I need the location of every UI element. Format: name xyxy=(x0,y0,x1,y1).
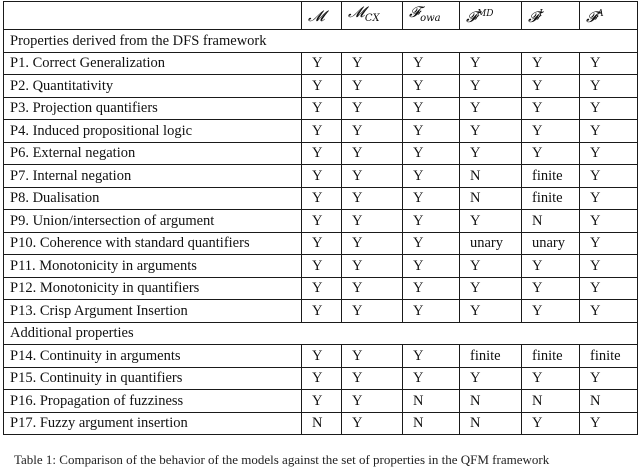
table-row xyxy=(4,232,638,255)
table-row xyxy=(4,142,638,165)
property-value-cell: unary xyxy=(522,232,580,255)
table-row xyxy=(4,277,638,300)
property-value-cell: Y xyxy=(522,255,580,278)
property-value-cell: Y xyxy=(580,232,638,255)
table-row xyxy=(4,187,638,210)
property-value-cell: Y xyxy=(302,255,342,278)
property-value-cell: Y xyxy=(460,97,522,120)
property-value-cell: Y xyxy=(342,300,403,323)
column-header-fa: 𝓕$^A$ xyxy=(580,2,638,30)
property-value-cell: Y xyxy=(580,165,638,188)
property-value-cell: N xyxy=(460,187,522,210)
property-value-cell: Y xyxy=(302,165,342,188)
property-label: P17. Fuzzy argument insertion xyxy=(4,412,302,435)
property-value-cell: Y xyxy=(302,367,342,390)
property-value-cell: Y xyxy=(522,75,580,98)
property-value-cell: Y xyxy=(580,187,638,210)
property-value-cell: Y xyxy=(522,300,580,323)
property-value-cell: Y xyxy=(460,120,522,143)
property-value-cell: Y xyxy=(342,187,403,210)
property-value-cell: Y xyxy=(403,52,460,75)
property-value-cell: Y xyxy=(302,210,342,233)
property-value-cell: Y xyxy=(342,120,403,143)
header-corner xyxy=(4,2,302,30)
table-row xyxy=(4,300,638,323)
table-caption: Table 1: Comparison of the behavior of the models against the set of properties in the QFM framework xyxy=(14,452,550,467)
property-value-cell: Y xyxy=(302,232,342,255)
property-value-cell: Y xyxy=(580,75,638,98)
property-value-cell: N xyxy=(522,210,580,233)
table-row xyxy=(4,97,638,120)
property-value-cell: Y xyxy=(403,142,460,165)
property-value-cell: Y xyxy=(580,142,638,165)
property-value-cell: Y xyxy=(522,142,580,165)
property-value-cell: Y xyxy=(522,97,580,120)
property-value-cell: N xyxy=(580,390,638,413)
property-value-cell: Y xyxy=(342,390,403,413)
property-value-cell: Y xyxy=(403,345,460,368)
property-value-cell: Y xyxy=(403,75,460,98)
property-value-cell: Y xyxy=(580,412,638,435)
table-row xyxy=(4,367,638,390)
property-label: P13. Crisp Argument Insertion xyxy=(4,300,302,323)
property-value-cell: N xyxy=(302,412,342,435)
property-value-cell: finite xyxy=(522,345,580,368)
column-header-fmd: 𝓕$^{MD}$ xyxy=(460,2,522,30)
property-value-cell: finite xyxy=(522,165,580,188)
property-value-cell: Y xyxy=(580,367,638,390)
property-label: P12. Monotonicity in quantifiers xyxy=(4,277,302,300)
table-row xyxy=(4,165,638,188)
property-value-cell: Y xyxy=(302,97,342,120)
property-value-cell: Y xyxy=(342,367,403,390)
property-value-cell: N xyxy=(460,412,522,435)
section-title: Properties derived from the DFS framework xyxy=(4,30,638,53)
header-row xyxy=(4,2,638,30)
table-row xyxy=(4,345,638,368)
property-value-cell: Y xyxy=(580,300,638,323)
property-value-cell: Y xyxy=(403,255,460,278)
property-label: P16. Propagation of fuzziness xyxy=(4,390,302,413)
property-value-cell: finite xyxy=(460,345,522,368)
property-value-cell: Y xyxy=(580,52,638,75)
property-value-cell: Y xyxy=(302,120,342,143)
property-value-cell: Y xyxy=(460,142,522,165)
property-label: P14. Continuity in arguments xyxy=(4,345,302,368)
column-header-fowa: 𝓕$_{owa}$ xyxy=(403,2,460,30)
property-value-cell: Y xyxy=(580,277,638,300)
property-value-cell: N xyxy=(522,390,580,413)
property-value-cell: Y xyxy=(522,412,580,435)
column-header-mcx: 𝓜$_{CX}$ xyxy=(342,2,403,30)
table-row xyxy=(4,412,638,435)
property-value-cell: Y xyxy=(342,165,403,188)
property-value-cell: Y xyxy=(342,210,403,233)
section-title: Additional properties xyxy=(4,322,638,345)
property-value-cell: Y xyxy=(342,412,403,435)
property-value-cell: Y xyxy=(403,210,460,233)
property-value-cell: N xyxy=(460,165,522,188)
property-label: P1. Correct Generalization xyxy=(4,52,302,75)
property-value-cell: Y xyxy=(403,165,460,188)
property-value-cell: Y xyxy=(522,120,580,143)
property-value-cell: Y xyxy=(302,390,342,413)
property-label: P9. Union/intersection of argument xyxy=(4,210,302,233)
property-value-cell: Y xyxy=(403,120,460,143)
property-value-cell: Y xyxy=(302,142,342,165)
property-label: P6. External negation xyxy=(4,142,302,165)
property-value-cell: Y xyxy=(342,75,403,98)
property-value-cell: Y xyxy=(302,75,342,98)
section-header-row xyxy=(4,322,638,345)
property-value-cell: Y xyxy=(460,52,522,75)
column-header-m: 𝓜 xyxy=(302,2,342,30)
property-value-cell: N xyxy=(403,412,460,435)
property-value-cell: N xyxy=(403,390,460,413)
property-value-cell: Y xyxy=(342,142,403,165)
column-header-fi: 𝓕$^I$ xyxy=(522,2,580,30)
property-value-cell: Y xyxy=(460,75,522,98)
property-value-cell: Y xyxy=(522,52,580,75)
table-row xyxy=(4,210,638,233)
table-row xyxy=(4,52,638,75)
property-value-cell: Y xyxy=(302,345,342,368)
property-value-cell: Y xyxy=(403,300,460,323)
property-value-cell: Y xyxy=(302,277,342,300)
property-value-cell: Y xyxy=(342,277,403,300)
property-value-cell: Y xyxy=(342,345,403,368)
property-value-cell: finite xyxy=(580,345,638,368)
table-row xyxy=(4,120,638,143)
property-label: P3. Projection quantifiers xyxy=(4,97,302,120)
property-label: P2. Quantitativity xyxy=(4,75,302,98)
property-value-cell: Y xyxy=(302,52,342,75)
property-value-cell: Y xyxy=(342,52,403,75)
property-label: P10. Coherence with standard quantifiers xyxy=(4,232,302,255)
property-value-cell: Y xyxy=(342,255,403,278)
table-row xyxy=(4,390,638,413)
comparison-table xyxy=(3,1,638,435)
property-value-cell: unary xyxy=(460,232,522,255)
property-value-cell: Y xyxy=(342,97,403,120)
property-value-cell: Y xyxy=(302,187,342,210)
property-value-cell: Y xyxy=(580,255,638,278)
property-label: P7. Internal negation xyxy=(4,165,302,188)
property-value-cell: Y xyxy=(522,367,580,390)
property-value-cell: Y xyxy=(403,97,460,120)
property-value-cell: Y xyxy=(460,367,522,390)
table-row xyxy=(4,75,638,98)
property-label: P11. Monotonicity in arguments xyxy=(4,255,302,278)
property-value-cell: Y xyxy=(580,210,638,233)
property-label: P4. Induced propositional logic xyxy=(4,120,302,143)
section-header-row xyxy=(4,30,638,53)
property-value-cell: Y xyxy=(460,210,522,233)
property-value-cell: Y xyxy=(580,120,638,143)
property-value-cell: Y xyxy=(403,367,460,390)
property-value-cell: Y xyxy=(403,277,460,300)
property-label: P8. Dualisation xyxy=(4,187,302,210)
table-row xyxy=(4,255,638,278)
property-value-cell: Y xyxy=(580,97,638,120)
property-value-cell: Y xyxy=(342,232,403,255)
property-value-cell: Y xyxy=(403,187,460,210)
property-value-cell: Y xyxy=(460,300,522,323)
property-value-cell: finite xyxy=(522,187,580,210)
property-value-cell: Y xyxy=(460,277,522,300)
property-value-cell: N xyxy=(460,390,522,413)
property-value-cell: Y xyxy=(302,300,342,323)
property-value-cell: Y xyxy=(460,255,522,278)
property-value-cell: Y xyxy=(403,232,460,255)
property-value-cell: Y xyxy=(522,277,580,300)
property-label: P15. Continuity in quantifiers xyxy=(4,367,302,390)
